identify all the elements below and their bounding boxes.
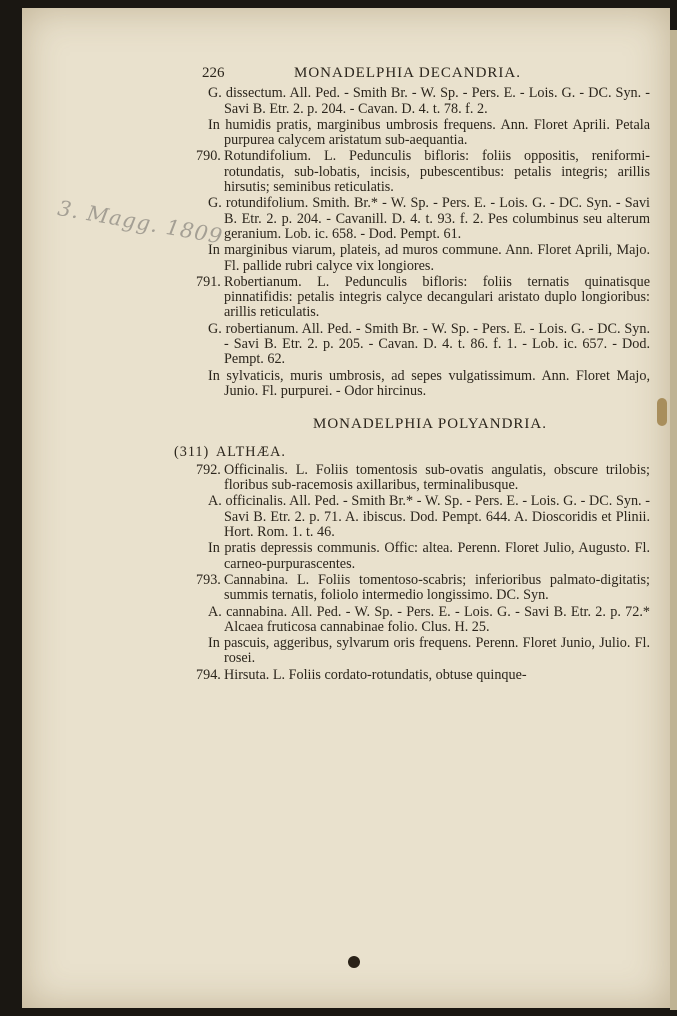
habitat-dissectum: In humidis pratis, marginibus umbrosis frequens. Ann. Floret Aprili. Petala purpurea calycem aristatum sub-aequantia. [208,116,650,149]
entry-794 [196,666,650,683]
entry-number: 790. [196,148,221,165]
synonymy-rotundifolium: G. rotundifolium. Smith. Br.* - W. Sp. - Pers. E. - Lois. G. - DC. Syn. - Savi B. Etr. 2. p. 204. - Cavanill. D. 4. t. 93. f. 2. Pes columbinus seu alterum geranium. Lob. ic. 658. - Dod. Pempt. 61. [208,195,650,242]
handwritten-date-note: 3. Magg. 1809 [55,196,225,249]
page-edge [670,30,677,1010]
genus-number: (311) [174,443,210,460]
habitat-robertianum: In sylvaticis, muris umbrosis, ad sepes vulgatissimum. Ann. Floret Majo, Junio. Fl. purpurei. - Odor hircinus. [208,367,650,399]
habitat-rotundifolium: In marginibus viarum, plateis, ad muros commune. Ann. Floret Aprili, Majo. Fl. pallide rubri calyce vix longiores. [208,242,650,274]
entry-number: 792. [196,461,221,478]
page-tab-mark [657,398,667,426]
ink-spot [348,956,360,968]
entry-number: 793. [196,571,221,588]
habitat-cannabina: In pascuis, aggeribus, sylvarum oris frequens. Perenn. Floret Junio, Julio. Fl. rosei. [208,635,650,667]
entry-792 [196,461,650,494]
page-text [174,65,650,684]
entry-description: Robertianum. L. Pedunculis bifloris: foliis ternatis quinatisque pinnatifidis: petalis integris calyce decangulari aristato duplo longioribus: arillis reticulatis. [224,273,650,321]
section-title: MONADELPHIA POLYANDRIA. [312,416,547,433]
entry-791 [196,273,650,321]
page-header [202,66,650,81]
habitat-officinalis: In pratis depressis communis. Offic: altea. Perenn. Floret Julio, Augusto. Fl. carneo-purpurascentes. [208,540,650,572]
synonymy-robertianum: G. robertianum. All. Ped. - Smith Br. - W. Sp. - Pers. E. - Lois. G. - DC. Syn. - Savi B. Etr. 2. p. 205. - Cavan. D. 4. t. 86. f. 1. - Lob. ic. 657. - Dod. Pempt. 62. [208,320,650,368]
synonymy-cannabina: A. cannabina. All. Ped. - W. Sp. - Pers. E. - Lois. G. - Savi B. Etr. 2. p. 72.* Alcaea fruticosa cannabinae folio. Clus. H. 25. [208,603,650,635]
page-number: 226 [202,65,225,81]
entry-description: Cannabina. L. Foliis tomentoso-scabris; inferioribus palmato-digitatis; summis ternatis, foliolo intermedio longissimo. DC. Syn. [224,571,650,604]
entry-number: 791. [196,273,221,290]
genus-name: ALTHÆA. [216,443,286,460]
entry-description: Hirsuta. L. Foliis cordato-rotundatis, obtuse quinque- [224,666,527,683]
genus-heading [174,445,650,460]
synonymy-officinalis: A. officinalis. All. Ped. - Smith Br.* - W. Sp. - Pers. E. - Lois. G. - DC. Syn. - Savi B. Etr. 2. p. 71. A. ibiscus. Dod. Pempt. 644. A. Dioscoridis et Plinii. Hort. Rom. 1. t. 46. [208,493,650,541]
entry-790 [196,148,650,196]
running-title: MONADELPHIA DECANDRIA. [294,65,521,81]
entry-description: Rotundifolium. L. Pedunculis bifloris: foliis oppositis, reniformi-rotundatis, sub-lobatis, incisis, pubescentibus: petalis integris; arillis hirsutis; seminibus reticulatis. [224,148,650,196]
entry-number: 794. [196,666,221,683]
entry-description: Officinalis. L. Foliis tomentosis sub-ovatis angulatis, obscure trilobis; floribus sub-racemosis axillaribus, terminalibusque. [224,461,650,494]
synonymy-dissectum: G. dissectum. All. Ped. - Smith Br. - W. Sp. - Pers. E. - Lois. G. - DC. Syn. - Savi B. Etr. 2. p. 204. - Cavan. D. 4. t. 78. f. 2. [208,85,650,117]
entry-793 [196,571,650,604]
